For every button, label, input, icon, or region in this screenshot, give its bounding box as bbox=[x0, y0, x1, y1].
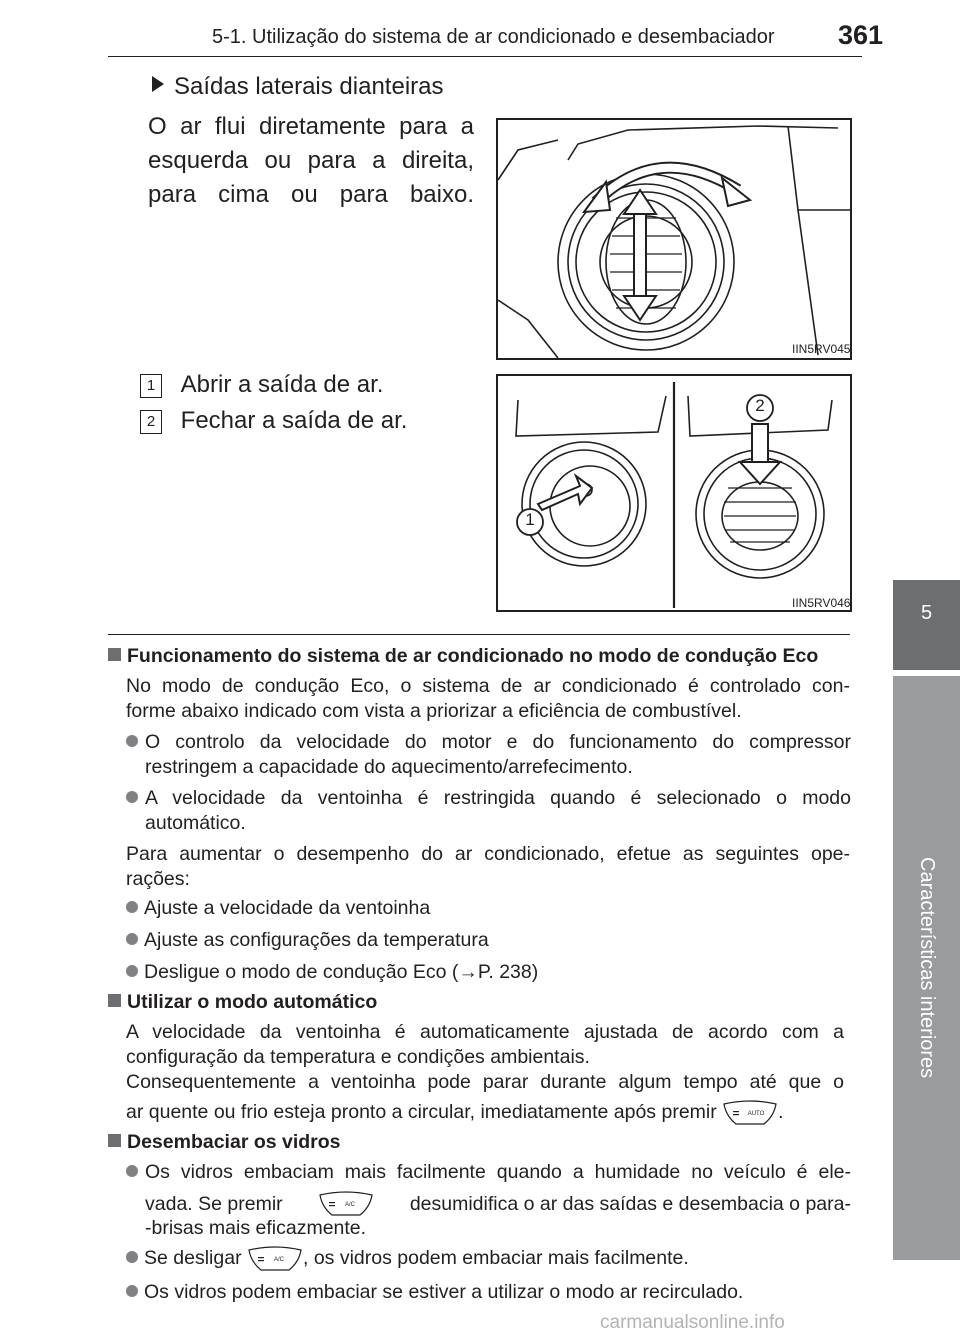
defog-b1-line2-row bbox=[145, 1191, 851, 1217]
square-bullet-icon bbox=[108, 648, 121, 661]
square-bullet-icon bbox=[108, 994, 121, 1007]
bullet-dot-icon bbox=[126, 1160, 144, 1185]
front-vents-heading: Saídas laterais dianteiras bbox=[174, 73, 444, 100]
figure-vent-open-close bbox=[496, 374, 852, 612]
auto-line3: Consequentemente a ventoinha pode parar durante algum tempo até que o bbox=[126, 1071, 844, 1093]
defog-b3-row bbox=[126, 1280, 743, 1305]
eco-para-line1: Para aumentar o desempenho do ar condicionado, efetue as seguintes ope- bbox=[126, 843, 850, 865]
triangle-bullet-icon bbox=[152, 76, 164, 92]
auto-heading-row bbox=[108, 990, 377, 1015]
eco-heading-row bbox=[108, 644, 818, 669]
square-bullet-icon bbox=[108, 1134, 121, 1147]
eco-intro-line1: No modo de condução Eco, o sistema de ar condicionado é controlado con- bbox=[126, 675, 850, 697]
auto-line1: A velocidade da ventoinha é automaticamente ajustada de acordo com a bbox=[126, 1021, 844, 1043]
defog-heading-row bbox=[108, 1130, 341, 1155]
defog-b1-line3: -brisas mais eficazmente. bbox=[145, 1217, 367, 1239]
bullet-dot-icon bbox=[126, 1251, 138, 1263]
header-divider bbox=[108, 56, 862, 57]
section-header-title: 5-1. Utilização do sistema de ar condicionado e desembaciador bbox=[212, 26, 775, 48]
eco-op1-row bbox=[126, 896, 430, 921]
item-number-badge: 2 bbox=[140, 410, 162, 434]
auto-line4-end: . bbox=[778, 1101, 784, 1124]
callout-2: 2 bbox=[755, 396, 765, 415]
open-vent-text: Abrir a saída de ar. bbox=[180, 371, 384, 398]
ac-button-icon bbox=[247, 1246, 303, 1272]
auto-heading: Utilizar o modo automático bbox=[127, 991, 378, 1013]
eco-op2-row bbox=[126, 928, 489, 953]
vent-open-close-illustration bbox=[498, 376, 850, 610]
figure-id: IIN5RV045 bbox=[792, 342, 851, 356]
eco-op2: Ajuste as configurações da temperatura bbox=[144, 929, 489, 951]
eco-intro-line2: forme abaixo indicado com vista a priorizar a eficiência de combustível. bbox=[126, 700, 742, 722]
figure-front-vent-directions bbox=[496, 118, 852, 360]
eco-bullet2-line2: automático. bbox=[145, 812, 246, 834]
chapter-label: Características interiores bbox=[916, 857, 938, 1079]
bullet-dot-icon bbox=[126, 965, 138, 977]
ac-button-icon bbox=[318, 1191, 374, 1217]
defog-b3: Os vidros podem embaciar se estiver a utilizar o modo ar recirculado. bbox=[144, 1281, 744, 1303]
auto-line2: configuração da temperatura e condições ambientais. bbox=[126, 1046, 590, 1068]
auto-line4-row bbox=[126, 1100, 784, 1126]
defog-b1-line1: Os vidros embaciam mais facilmente quando a humidade no veículo é ele- bbox=[145, 1161, 851, 1183]
vent-direction-illustration bbox=[498, 120, 850, 358]
chapter-label-wrap bbox=[893, 676, 960, 1260]
open-vent-item bbox=[140, 368, 383, 402]
item-number-badge: 1 bbox=[140, 374, 162, 398]
ac-button-label: A/C bbox=[345, 1202, 356, 1208]
bullet-dot-icon bbox=[126, 786, 144, 811]
bullet-dot-icon bbox=[126, 730, 144, 755]
defog-b1-line2a: vada. Se premir bbox=[145, 1192, 283, 1215]
section-divider bbox=[108, 634, 850, 635]
auto-button-icon bbox=[722, 1100, 778, 1126]
eco-op3: Desligue o modo de condução Eco (→P. 238) bbox=[144, 961, 539, 983]
auto-line4: ar quente ou frio esteja pronto a circular, imediatamente após premir bbox=[126, 1101, 717, 1124]
defog-b2b: , os vidros podem embaciar mais facilmente. bbox=[302, 1247, 689, 1270]
eco-op3-row bbox=[126, 960, 538, 985]
eco-bullet1-line2: restringem a capacidade do aquecimento/arrefecimento. bbox=[145, 756, 633, 778]
defog-b2a: Se desligar bbox=[144, 1247, 242, 1270]
bullet-dot-icon bbox=[126, 901, 138, 913]
eco-bullet1-line1: O controlo da velocidade do motor e do funcionamento do compressor bbox=[145, 731, 851, 753]
callout-1: 1 bbox=[525, 510, 535, 529]
eco-para-line2: rações: bbox=[126, 868, 190, 890]
close-vent-text: Fechar a saída de ar. bbox=[180, 407, 408, 434]
close-vent-item bbox=[140, 404, 407, 438]
bullet-dot-icon bbox=[126, 933, 138, 945]
eco-op1: Ajuste a velocidade da ventoinha bbox=[144, 897, 431, 919]
eco-heading: Funcionamento do sistema de ar condicionado no modo de condução Eco bbox=[127, 645, 819, 667]
auto-button-label: AUTO bbox=[747, 1111, 765, 1117]
chapter-number: 5 bbox=[920, 602, 933, 624]
front-vents-text: O ar flui diretamente para a esquerda ou para a direita, para cima ou para baixo. bbox=[148, 113, 474, 208]
eco-bullet2-line1: A velocidade da ventoinha é restringida quando é selecionado o modo bbox=[145, 787, 851, 809]
page-number: 361 bbox=[838, 20, 884, 50]
ac-button-label: A/C bbox=[273, 1257, 284, 1263]
bullet-dot-icon bbox=[126, 1285, 138, 1297]
front-vents-heading-row bbox=[152, 70, 443, 104]
watermark: carmanualsonline.info bbox=[600, 1312, 785, 1333]
chapter-tab bbox=[893, 580, 960, 670]
figure-id: IIN5RV046 bbox=[792, 596, 851, 610]
defog-b1-line2b: desumidifica o ar das saídas e desembacia o para- bbox=[409, 1192, 851, 1215]
defog-heading: Desembaciar os vidros bbox=[127, 1131, 341, 1153]
defog-b2-row bbox=[126, 1246, 689, 1272]
